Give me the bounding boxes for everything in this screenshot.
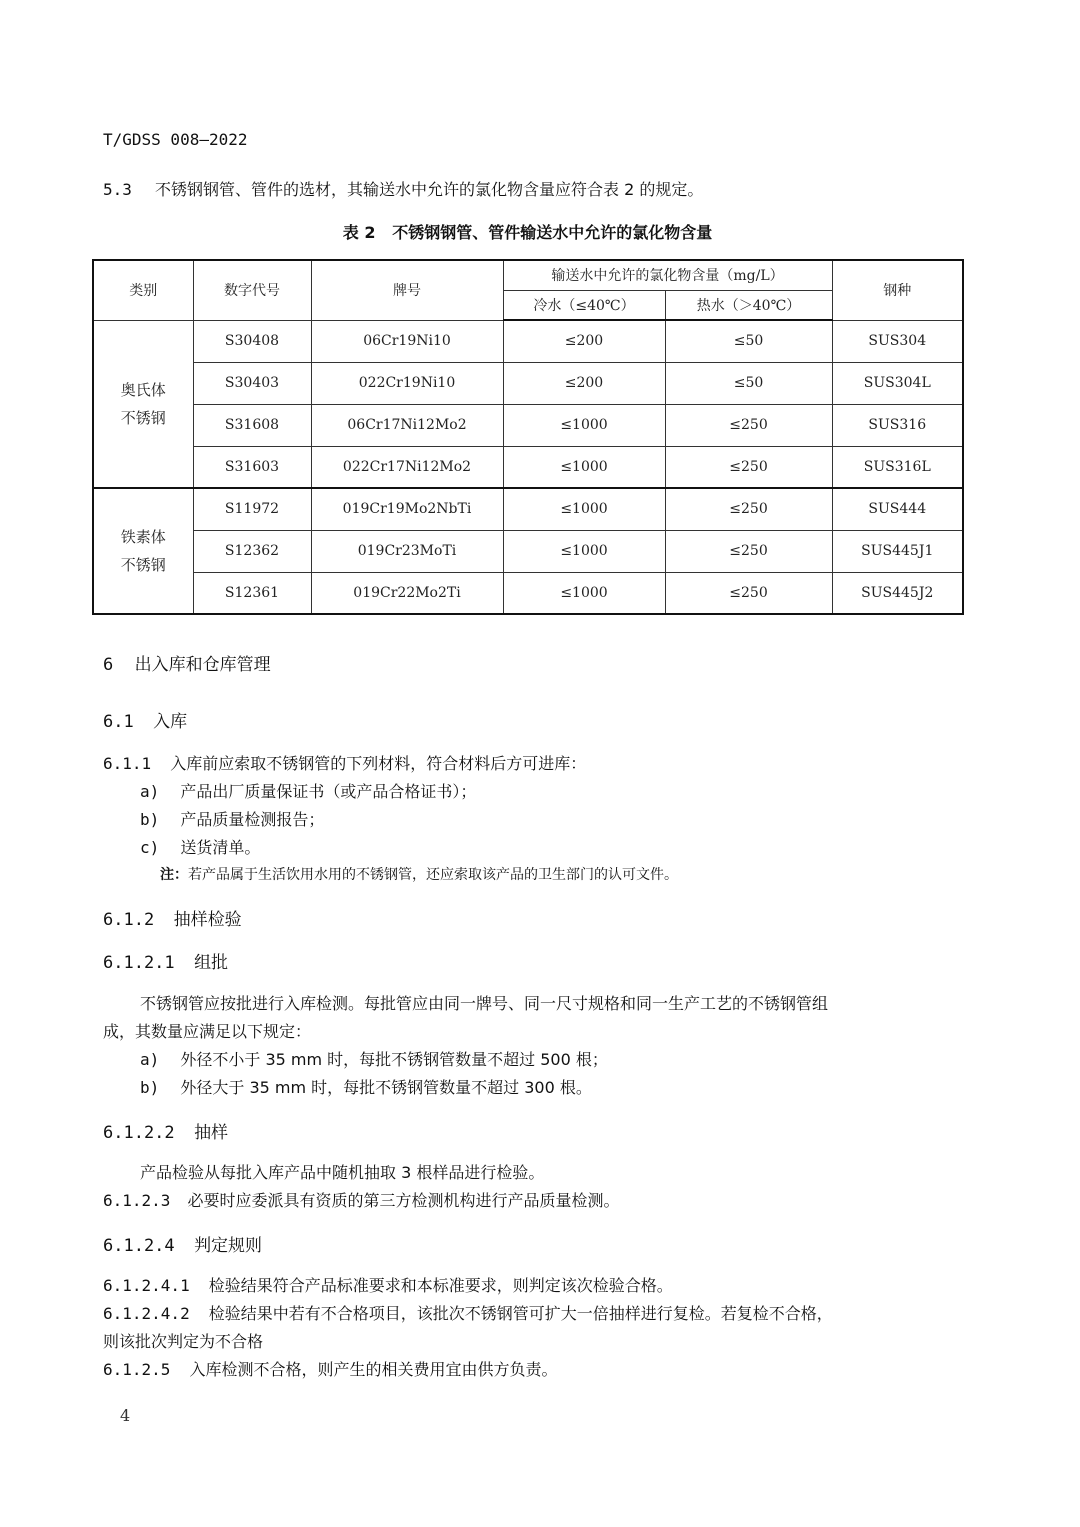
table-row: [93, 362, 963, 404]
clause-title: 抽样检验: [173, 910, 242, 930]
section-6-heading: [103, 650, 271, 675]
list-item: [140, 779, 476, 802]
cell-cold: ≤1000: [503, 572, 665, 614]
cell-steel: SUS304L: [832, 362, 963, 404]
note-text: 若产品属于生活饮用水用的不锈钢管，还应索取该产品的卫生部门的认可文件。: [188, 867, 678, 883]
cell-cold: ≤1000: [503, 488, 665, 530]
cell-hot: ≤250: [665, 488, 832, 530]
paragraph-line: 成，其数量应满足以下规定：: [103, 1022, 312, 1041]
list-marker: c): [140, 838, 160, 857]
paragraph-line: 则该批次判定为不合格: [103, 1332, 264, 1351]
note: [160, 864, 678, 884]
clause-6-1-2-4-2: [103, 1301, 833, 1324]
cell-code: S30408: [193, 320, 311, 362]
cell-hot: ≤250: [665, 572, 832, 614]
header-cold: 冷水（≤40℃）: [503, 290, 665, 320]
document-code: T/GDSS 008—2022: [103, 130, 248, 149]
cell-code: S11972: [193, 488, 311, 530]
header-steel: 钢种: [832, 260, 963, 320]
clause-text: 必要时应委派具有资质的第三方检测机构进行产品质量检测。: [187, 1191, 620, 1210]
header-category: 类别: [93, 260, 193, 320]
clause-text: 入库检测不合格，则产生的相关费用宜由供方负责。: [189, 1360, 558, 1379]
list-item: [140, 1075, 592, 1098]
cell-cold: ≤200: [503, 362, 665, 404]
list-text: 产品出厂质量保证书（或产品合格证书）；: [180, 782, 477, 801]
clause-text: 检验结果中若有不合格项目，该批次不锈钢管可扩大一倍抽样进行复检。若复检不合格，: [208, 1304, 833, 1323]
clause-number: 6.1.2.4.2: [103, 1304, 190, 1323]
cell-cold: ≤1000: [503, 446, 665, 488]
table-row: [93, 572, 963, 614]
list-marker: a): [140, 1050, 160, 1069]
clause-6-1-2-1-heading: [103, 948, 228, 973]
section-number: 6.1: [103, 712, 134, 732]
cell-grade: 06Cr19Ni10: [311, 320, 503, 362]
list-item: [140, 1047, 608, 1070]
category-austenitic: [93, 320, 193, 488]
paragraph-line: 产品检验从每批入库产品中随机抽取 3 根样品进行检验。: [140, 1163, 545, 1182]
clause-number: 5.3: [103, 180, 132, 199]
category-line: 铁素体: [120, 528, 166, 546]
clause-6-1-2-4-1: [103, 1273, 673, 1296]
clause-number: 6.1.2.5: [103, 1360, 171, 1379]
list-marker: b): [140, 810, 160, 829]
chloride-content-table: [92, 259, 964, 615]
clause-number: 6.1.2.1: [103, 953, 175, 973]
cell-hot: ≤250: [665, 404, 832, 446]
table-row: [93, 488, 963, 530]
clause-title: 组批: [194, 953, 229, 973]
cell-steel: SUS445J2: [832, 572, 963, 614]
clause-number: 6.1.2.3: [103, 1191, 171, 1210]
clause-text: 入库前应索取不锈钢管的下列材料，符合材料后方可进库：: [170, 754, 587, 773]
clause-6-1-2-5: [103, 1357, 558, 1380]
cell-hot: ≤50: [665, 362, 832, 404]
page-number: 4: [120, 1406, 131, 1425]
list-item: [140, 807, 324, 830]
cell-code: S31603: [193, 446, 311, 488]
cell-grade: 022Cr19Ni10: [311, 362, 503, 404]
clause-number: 6.1.2.2: [103, 1123, 175, 1143]
clause-6-1-1: [103, 751, 586, 774]
clause-number: 6.1.2.4: [103, 1236, 175, 1256]
list-text: 产品质量检测报告；: [180, 810, 325, 829]
clause-6-1-2-4-heading: [103, 1231, 262, 1256]
cell-cold: ≤1000: [503, 530, 665, 572]
clause-number: 6.1.2.4.1: [103, 1276, 190, 1295]
table-row: [93, 446, 963, 488]
header-grade: 牌号: [311, 260, 503, 320]
list-text: 外径不小于 35 mm 时，每批不锈钢管数量不超过 500 根；: [180, 1050, 608, 1069]
category-ferritic: [93, 488, 193, 614]
cell-grade: 019Cr22Mo2Ti: [311, 572, 503, 614]
clause-title: 抽样: [194, 1123, 229, 1143]
list-text: 送货清单。: [180, 838, 261, 857]
header-code: 数字代号: [193, 260, 311, 320]
cell-steel: SUS444: [832, 488, 963, 530]
header-hot: 热水（＞40℃）: [665, 290, 832, 320]
cell-cold: ≤1000: [503, 404, 665, 446]
category-line: 不锈钢: [120, 408, 166, 427]
clause-6-1-2-heading: [103, 905, 242, 930]
cell-steel: SUS316L: [832, 446, 963, 488]
cell-code: S12362: [193, 530, 311, 572]
clause-6-1-2-2-heading: [103, 1118, 228, 1143]
cell-grade: 022Cr17Ni12Mo2: [311, 446, 503, 488]
note-label: 注：: [160, 867, 188, 883]
clause-text: 检验结果符合产品标准要求和本标准要求，则判定该次检验合格。: [208, 1276, 673, 1295]
clause-number: 6.1.2: [103, 910, 155, 930]
table-row: [93, 404, 963, 446]
category-line: 奥氏体: [120, 380, 166, 399]
section-title: 出入库和仓库管理: [134, 655, 271, 675]
list-text: 外径大于 35 mm 时，每批不锈钢管数量不超过 300 根。: [180, 1078, 592, 1097]
list-marker: a): [140, 782, 160, 801]
cell-cold: ≤200: [503, 320, 665, 362]
table-caption: 表 2 不锈钢钢管、管件输送水中允许的氯化物含量: [342, 223, 713, 242]
table-row: [93, 530, 963, 572]
clause-text: 不锈钢钢管、管件的选材，其输送水中允许的氯化物含量应符合表 2 的规定。: [155, 180, 704, 199]
table-row: [93, 320, 963, 362]
clause-number: 6.1.1: [103, 754, 152, 773]
cell-hot: ≤50: [665, 320, 832, 362]
category-line: 不锈钢: [120, 556, 166, 574]
cell-steel: SUS445J1: [832, 530, 963, 572]
section-number: 6: [103, 655, 114, 675]
cell-grade: 019Cr23MoTi: [311, 530, 503, 572]
clause-6-1-2-3: [103, 1188, 620, 1211]
cell-code: S30403: [193, 362, 311, 404]
header-chloride: 输送水中允许的氯化物含量（mg/L）: [503, 260, 832, 290]
paragraph-line: 不锈钢管应按批进行入库检测。每批管应由同一牌号、同一尺寸规格和同一生产工艺的不锈钢管组: [140, 994, 829, 1013]
cell-steel: SUS304: [832, 320, 963, 362]
list-marker: b): [140, 1078, 160, 1097]
section-6-1-heading: [103, 707, 187, 732]
cell-code: S12361: [193, 572, 311, 614]
cell-grade: 019Cr19Mo2NbTi: [311, 488, 503, 530]
cell-hot: ≤250: [665, 530, 832, 572]
section-title: 入库: [153, 712, 188, 732]
cell-grade: 06Cr17Ni12Mo2: [311, 404, 503, 446]
cell-steel: SUS316: [832, 404, 963, 446]
clause-5-3: [103, 177, 703, 200]
clause-title: 判定规则: [194, 1236, 263, 1256]
list-item: [140, 835, 260, 858]
cell-code: S31608: [193, 404, 311, 446]
cell-hot: ≤250: [665, 446, 832, 488]
